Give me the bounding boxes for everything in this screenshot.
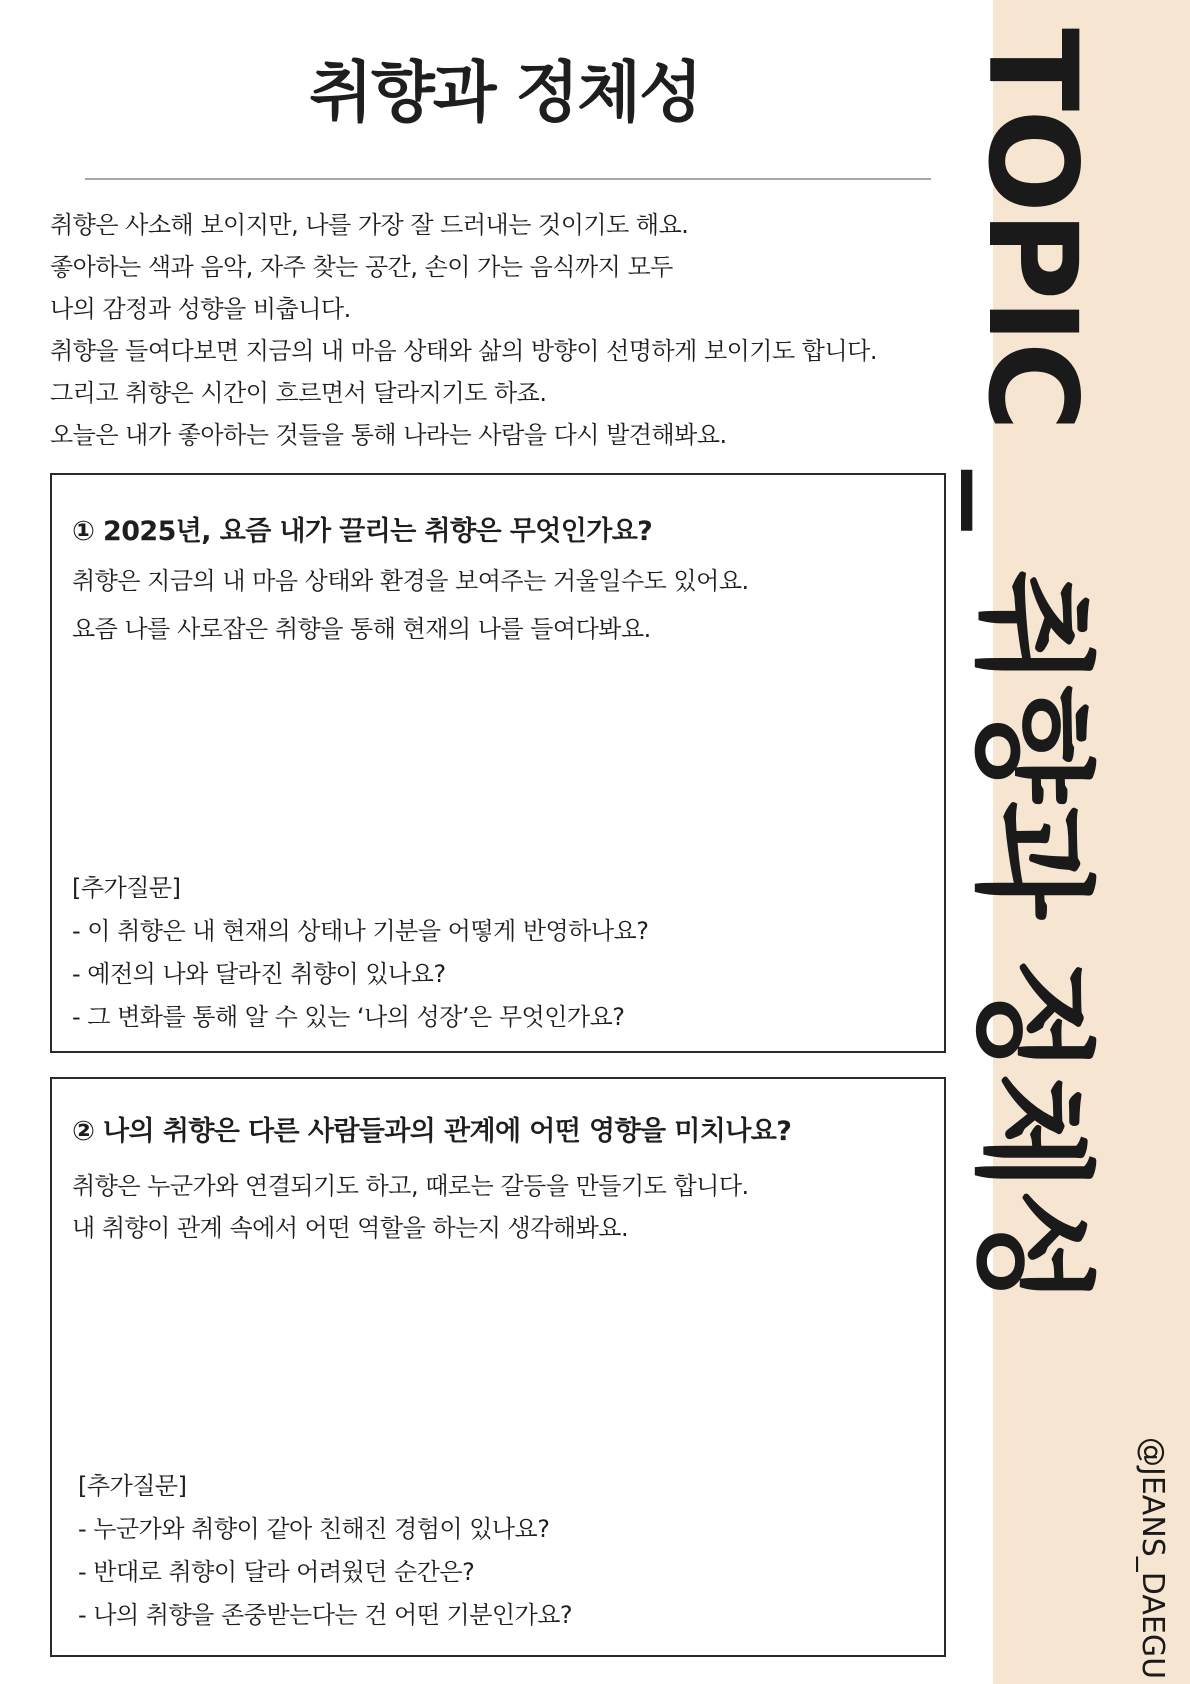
intro-line: 나의 감정과 성향을 비춥니다.: [50, 295, 351, 323]
extra-question-item: - 누군가와 취향이 같아 친해진 경험이 있나요?: [78, 1515, 550, 1543]
extra-question-item: - 나의 취향을 존중받는다는 건 어떤 기분인가요?: [78, 1601, 573, 1629]
extra-question-item: - 이 취향은 내 현재의 상태나 기분을 어떻게 반영하나요?: [72, 917, 649, 945]
extra-questions: [72, 867, 648, 1039]
question-title: ① 2025년, 요즘 내가 끌리는 취향은 무엇인가요?: [72, 516, 653, 547]
instagram-handle: @JEANS_DAEGU: [1135, 1437, 1170, 1680]
extra-question-item: - 그 변화를 통해 알 수 있는 ‘나의 성장’은 무엇인가요?: [72, 1003, 625, 1031]
intro-line: 오늘은 내가 좋아하는 것들을 통해 나라는 사람을 다시 발견해봐요.: [50, 421, 727, 449]
extra-questions-heading: [추가질문]: [72, 874, 181, 902]
question-title: ② 나의 취향은 다른 사람들과의 관계에 어떤 영향을 미치나요?: [72, 1116, 792, 1147]
page-title: 취향과 정체성: [309, 54, 701, 131]
question-box-1: [50, 473, 946, 1053]
title-divider: [85, 178, 931, 180]
intro-line: 취향을 들여다보면 지금의 내 마음 상태와 삶의 방향이 선명하게 보이기도 합니다.: [50, 337, 877, 365]
extra-questions-heading: [추가질문]: [78, 1472, 187, 1500]
extra-question-item: - 반대로 취향이 달라 어려웠던 순간은?: [78, 1558, 475, 1586]
description-line: 내 취향이 관계 속에서 어떤 역할을 하는지 생각해봐요.: [72, 1214, 629, 1242]
topic-heading: TOPIC _ 취향과 정체성: [961, 28, 1103, 1305]
intro-line: 취향은 사소해 보이지만, 나를 가장 잘 드러내는 것이기도 해요.: [50, 211, 689, 239]
description-line: 취향은 누군가와 연결되기도 하고, 때로는 갈등을 만들기도 합니다.: [72, 1172, 749, 1200]
extra-questions: [78, 1465, 572, 1637]
extra-question-item: - 예전의 나와 달라진 취향이 있나요?: [72, 960, 446, 988]
intro-line: 그리고 취향은 시간이 흐르면서 달라지기도 하죠.: [50, 379, 547, 407]
description-line: 요즘 나를 사로잡은 취향을 통해 현재의 나를 들여다봐요.: [72, 615, 651, 643]
intro-paragraph: [50, 204, 990, 456]
description-line: 취향은 지금의 내 마음 상태와 환경을 보여주는 거울일수도 있어요.: [72, 567, 749, 595]
intro-line: 좋아하는 색과 음악, 자주 찾는 공간, 손이 가는 음식까지 모두: [50, 253, 673, 281]
question-box-2: [50, 1077, 946, 1657]
question-description: [72, 1165, 749, 1249]
question-description: [72, 557, 749, 653]
